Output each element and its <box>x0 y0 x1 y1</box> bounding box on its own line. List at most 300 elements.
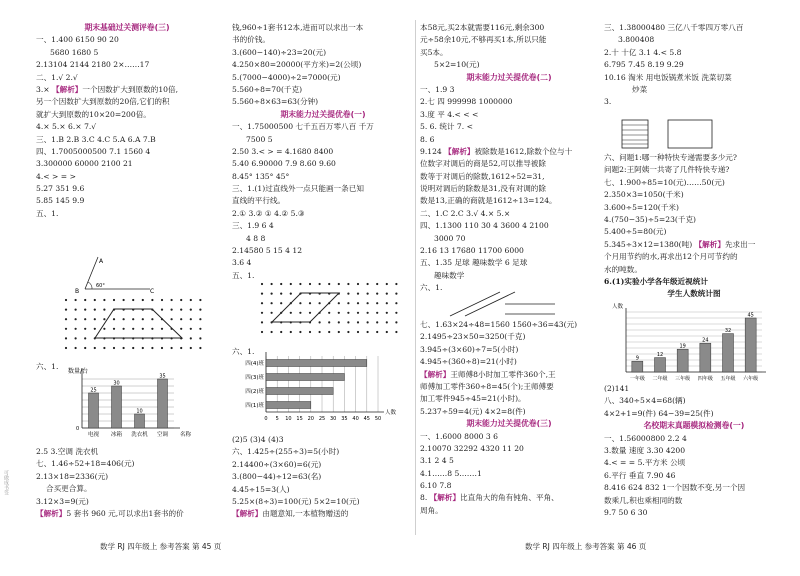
grid-dot <box>103 347 105 349</box>
x-tick-label: 50 <box>374 416 382 422</box>
answer-line: 3.300000 60000 2100 21 <box>36 159 133 169</box>
grid-dot <box>299 283 301 285</box>
grid-dot <box>151 299 153 301</box>
grid-dot <box>180 318 182 320</box>
grid-dot <box>84 318 86 320</box>
x-tick-label: 45 <box>363 416 370 422</box>
answer-line: 3.945÷(3×60)÷7=5(小时) <box>420 344 519 354</box>
column-2 <box>232 22 414 282</box>
grid-dot <box>376 293 378 295</box>
x-tick-label: 六年级 <box>743 376 759 382</box>
answer-line <box>604 239 784 251</box>
bar <box>266 360 367 367</box>
answer-line: (2)141 <box>604 384 630 393</box>
answer-line: 3.度 平 4.< < < <box>420 109 479 119</box>
answer-line: 10.16 淘米 用电饭锅煮米饭 洗菜切菜 <box>604 72 732 82</box>
answer-line: 一、1.75000500 七千五百万零八百 千万 <box>232 122 374 132</box>
grid-dot <box>376 312 378 314</box>
answer-line: 二、1.√ 2.√ <box>36 72 78 82</box>
grid-dot <box>280 331 282 333</box>
grid-dot <box>94 347 96 349</box>
answer-line: 8.416 624 832 1一个因数不变,另一个因 <box>604 483 746 493</box>
x-tick-label: 五年级 <box>720 376 736 382</box>
answer-line: 5.400÷5=80(元) <box>604 227 667 237</box>
grid-dot <box>151 318 153 320</box>
grid-dot <box>199 309 201 311</box>
grid-dot <box>338 302 340 304</box>
page-divider <box>415 20 416 535</box>
caption-text: 六、1. <box>36 362 59 371</box>
column-4-bottom <box>604 383 784 519</box>
grid-dot <box>347 302 349 304</box>
grid-dot <box>395 331 397 333</box>
grid-dot <box>103 309 105 311</box>
answer-line: 七、1.900÷85=10(元)……50(元) <box>604 177 725 187</box>
answer-line: 五、1. <box>232 270 255 280</box>
bar <box>266 388 333 395</box>
answer-line: 2.14580 5 15 4 12 <box>232 246 303 256</box>
column-1-bottom <box>36 446 218 520</box>
explanation-tag: 【解析】 <box>52 84 83 94</box>
bar <box>700 343 711 372</box>
grid-dot <box>190 347 192 349</box>
answer-line: 2.1495÷23×50=3250(千克) <box>420 332 526 342</box>
answer-text: 8. <box>420 493 430 503</box>
grid-dot <box>357 321 359 323</box>
grid-dot <box>190 328 192 330</box>
x-tick-label: 0 <box>264 416 268 422</box>
grid-dot <box>180 347 182 349</box>
grid-dot <box>75 328 77 330</box>
grid-dot <box>376 283 378 285</box>
grid-dot <box>132 347 134 349</box>
grid-dot <box>199 299 201 301</box>
grid-dot <box>75 347 77 349</box>
answer-line: 2.13104 2144 2180 2×……17 <box>36 60 150 70</box>
grid-dot <box>395 293 397 295</box>
answer-line: (2)5 (3)4 (4)3 <box>232 435 284 444</box>
edge-text: 可做成书签 <box>3 470 9 495</box>
y-tick-label: 四(2)班 <box>245 389 264 395</box>
grid-dot <box>328 283 330 285</box>
answer-line: 5.85 145 9.9 <box>36 196 85 206</box>
bar <box>745 318 756 372</box>
explanation-text: 比直角大的角有钝角、平角、 <box>460 493 559 503</box>
answer-line: 2.十 十亿 3.1 4.< 5.8 <box>604 47 682 57</box>
answer-line: 五、1.35 足球 趣味数学 6 足球 <box>420 258 528 268</box>
bar <box>632 361 643 372</box>
grid-dot <box>103 328 105 330</box>
answer-line <box>420 492 598 504</box>
grid-dot <box>171 299 173 301</box>
grid-dot <box>338 283 340 285</box>
x-axis-label: 人数 <box>385 410 397 416</box>
section-title: 期末基础过关测评卷(三) <box>84 23 170 32</box>
answer-line: 3.12×3=9(元) <box>36 496 89 506</box>
grid-dot <box>180 328 182 330</box>
grid-dot <box>367 321 369 323</box>
explanation-tag: 【解析】 <box>444 146 475 156</box>
answer-line: 5.560÷8×63=63(分钟) <box>232 97 319 107</box>
grid-dot <box>113 318 115 320</box>
grid-dot <box>309 331 311 333</box>
answer-line: 周角。 <box>420 505 443 515</box>
answer-line <box>420 369 598 381</box>
answer-line: 五、1. <box>36 208 59 218</box>
grid-dot <box>376 331 378 333</box>
data-label: 25 <box>90 387 97 394</box>
answer-line: 3.6 4 <box>232 258 252 268</box>
answer-line: 5. 6. 统计 7. < <box>420 122 473 132</box>
grid-dot <box>84 337 86 339</box>
grid-dot <box>271 283 273 285</box>
grid-dot <box>386 293 388 295</box>
grid-dot <box>190 318 192 320</box>
grid-dot <box>94 309 96 311</box>
grid-dot <box>290 312 292 314</box>
explanation-text: 被除数是1612,除数个位与十 <box>474 146 573 156</box>
answer-line: 另一个因数扩大到原数的20倍,它们的积 <box>36 97 170 107</box>
answer-line: 个月用节约的水,再求出12个月可节约的 <box>604 252 738 262</box>
grid-dot <box>161 347 163 349</box>
answer-line: 本58元,买2本就需要116元,剩余300 <box>420 23 545 32</box>
data-label: 9 <box>635 355 639 362</box>
grid-dot <box>367 283 369 285</box>
grid-dot <box>290 331 292 333</box>
explanation-tag: 【解析】 <box>694 239 725 249</box>
answer-line: 2.13×18=2336(元) <box>36 471 109 481</box>
answer-line: 三、1.38000480 三亿八千零四万零八百 <box>604 23 744 32</box>
explanation-text: 由题意知,一本植物赠送的 <box>262 509 349 519</box>
grid-dot <box>199 337 201 339</box>
bar <box>158 379 168 428</box>
bar <box>266 402 311 409</box>
grid-dot <box>328 331 330 333</box>
answer-line <box>420 146 598 158</box>
grid-dot <box>395 312 397 314</box>
answer-line: 3.1 2 4 5 <box>420 456 454 466</box>
grid-dot <box>261 293 263 295</box>
trapezoid-shape <box>95 309 182 338</box>
grid-dot <box>290 283 292 285</box>
grid-dot <box>180 299 182 301</box>
grid-dot <box>65 318 67 320</box>
chart-title: 学生人数统计图 <box>667 289 721 299</box>
x-tick-label: 10 <box>285 416 292 422</box>
grid-dot <box>142 347 144 349</box>
answer-line: 二、1.C 2.C 3.√ 4.× 5.× <box>420 208 511 218</box>
grid-dot <box>280 283 282 285</box>
grid-dot <box>151 347 153 349</box>
grid-dot <box>338 312 340 314</box>
grid-dot <box>161 328 163 330</box>
grid-dot <box>357 302 359 304</box>
answer-line: 一、1.9 3 <box>420 84 455 94</box>
grid-dot <box>309 312 311 314</box>
answer-line: 2.350×3=1050(千米) <box>604 190 684 200</box>
answer-line: 4 8 8 <box>246 233 266 243</box>
grid-dot <box>75 337 77 339</box>
answer-line: 八、340÷5×4=68(辆) <box>604 396 686 406</box>
answer-line: 6.795 7.45 8.19 9.29 <box>604 60 684 70</box>
grid-dot <box>190 299 192 301</box>
answer-line: 8. 6 <box>420 134 435 144</box>
grid-dot <box>65 299 67 301</box>
data-label: 45 <box>747 312 754 319</box>
answer-text: 3.× <box>36 84 53 94</box>
grid-dot <box>75 299 77 301</box>
grid-dot <box>271 293 273 295</box>
grid-dot <box>319 331 321 333</box>
chart-title: 数量/台 <box>68 368 89 375</box>
explanation-text: 一个因数扩大到原数的10倍, <box>82 84 179 94</box>
dot-grid-trapezoid <box>62 296 212 354</box>
grid-dot <box>123 299 125 301</box>
grid-dot <box>132 318 134 320</box>
svg-text:60°: 60° <box>96 283 105 289</box>
x-axis-label: 名称 <box>180 432 192 438</box>
x-tick-label: 15 <box>296 416 303 422</box>
column-3 <box>420 22 598 295</box>
x-tick-label: 三年级 <box>675 376 691 382</box>
data-label: 12 <box>656 352 664 359</box>
grid-dot <box>75 318 77 320</box>
x-tick-label: 35 <box>341 416 348 422</box>
answer-line: 2.14400÷(3×60)=6(元) <box>232 459 322 469</box>
grid-dot <box>103 318 105 320</box>
column-1 <box>36 22 218 220</box>
answer-line: 3000 70 <box>434 233 466 243</box>
grid-dot <box>367 293 369 295</box>
y-tick-label: 四(4)班 <box>245 361 264 367</box>
grid-dot <box>319 321 321 323</box>
answer-line: 师傅加工零件360÷8=45(个);王师傅要 <box>420 381 554 391</box>
data-label: 32 <box>724 328 732 335</box>
answer-line: 6.(1)实验小学各年级近视统计 <box>604 276 708 286</box>
grid-dot <box>199 318 201 320</box>
answer-line: 位数字对调后的商是52,可以推导被除 <box>420 159 546 169</box>
answer-line: 7500 5 <box>246 134 273 144</box>
grid-dot <box>290 293 292 295</box>
grid-dot <box>84 347 86 349</box>
answer-line: 4.945÷(360÷8)=21(小时) <box>420 357 517 367</box>
answer-line: 5.560÷8=70(千克) <box>232 84 303 94</box>
grid-dot <box>123 347 125 349</box>
bar <box>135 414 145 428</box>
x-tick-label: 四年级 <box>697 376 713 382</box>
column-4 <box>604 22 784 109</box>
answer-line: 6.10 7.8 <box>420 481 452 491</box>
y-tick-label: 四(1)班 <box>245 403 264 409</box>
y-axis-label: 人数 <box>612 304 624 310</box>
data-label: 10 <box>136 408 143 415</box>
answer-line: 四、1.1300 110 30 4 3600 4 2100 <box>420 221 549 231</box>
bar <box>266 374 344 381</box>
grid-dot <box>357 283 359 285</box>
grid-dot <box>132 299 134 301</box>
answer-line: 4.1……8 5.……1 <box>420 468 482 478</box>
grid-dot <box>261 283 263 285</box>
answer-line: 水的吨数。 <box>604 264 642 274</box>
answer-line: 七、1.63×24÷48=1560 1560÷36=43(元) <box>420 320 578 329</box>
grid-dot <box>84 299 86 301</box>
answer-line: 钱,960÷1套书12本,进而可以求出一本 <box>232 23 364 32</box>
grid-dot <box>142 299 144 301</box>
grid-dot <box>123 328 125 330</box>
answer-line: 趣味数学 <box>434 270 465 280</box>
grid-dot <box>280 302 282 304</box>
answer-line: 2.七 四 999998 1000000 <box>420 97 513 107</box>
answer-line: 6.平行 垂直 7.90 46 <box>604 470 676 480</box>
answer-line: 一、1.400 6150 90 20 <box>36 35 119 45</box>
svg-text:C: C <box>150 288 155 295</box>
x-tick-label: 一年级 <box>629 376 645 382</box>
grid-dot <box>199 328 201 330</box>
answer-line: 说明对调后的除数是31,没有对调的除 <box>420 184 546 194</box>
x-tick-label: 二年级 <box>652 376 668 382</box>
grid-dot <box>338 321 340 323</box>
area-shapes-figure <box>620 118 720 152</box>
grid-dot <box>84 328 86 330</box>
answer-line: 就扩大到原数的10×20=200倍。 <box>36 109 151 119</box>
grid-dot <box>171 347 173 349</box>
x-tick-label: 30 <box>330 416 337 422</box>
data-label: 24 <box>702 337 709 344</box>
answer-line <box>232 508 414 520</box>
answer-line: 3.(600−140)÷23=20(元) <box>232 47 327 57</box>
answer-line: 4.45÷15=3(人) <box>232 484 290 494</box>
grid-dot <box>299 302 301 304</box>
svg-text:A: A <box>99 258 104 265</box>
grid-dot <box>338 331 340 333</box>
grid-dot <box>347 321 349 323</box>
right-footer: 数学 RJ 四年级上 参考答案 第 46 页 <box>525 542 647 551</box>
answer-line: 一、1.6000 8000 3 6 <box>420 431 498 441</box>
answer-line: 问题2:王阿姨一共寄了几件特快专递? <box>604 165 730 175</box>
answer-line: 9.7 50 6 30 <box>604 507 648 517</box>
grid-dot <box>161 309 163 311</box>
caption-text: 六、1. <box>232 347 255 356</box>
answer-line: 六、1.425÷(255÷3)=5(小时) <box>232 447 340 457</box>
answer-line: 5.25×(8÷3)=100(元) 5×2=10(元) <box>232 496 360 506</box>
grid-dot <box>280 293 282 295</box>
y-tick-label: 四(3)班 <box>245 375 264 381</box>
grid-dot <box>386 312 388 314</box>
grid-dot <box>367 312 369 314</box>
bar <box>723 334 734 372</box>
explanation-text: 5 套书 960 元,可以求出1套书的价 <box>66 508 184 518</box>
grid-dot <box>309 302 311 304</box>
answer-line: 5.(7000−4000)÷2=7000(元) <box>232 72 341 82</box>
answer-line: 元÷58余10元,不够再买1本,所以只能 <box>420 35 547 45</box>
x-tick-label: 空调 <box>156 432 169 438</box>
answer-line: 3.数量 速度 3.30 4200 <box>604 445 686 455</box>
x-tick-label: 电视 <box>87 432 100 438</box>
grid-dot <box>261 312 263 314</box>
grid-dot <box>309 283 311 285</box>
grid-dot <box>261 302 263 304</box>
grid-dot <box>367 331 369 333</box>
section-title: 期末能力过关提优卷(二) <box>466 72 552 82</box>
answer-line: 5.237÷59=4(元) 4×2=8(件) <box>420 406 526 416</box>
grid-dot <box>65 337 67 339</box>
column-4-mid <box>604 152 784 301</box>
bar <box>89 393 99 428</box>
grid-dot <box>347 283 349 285</box>
answer-line: 3. <box>604 97 612 107</box>
grid-dot <box>171 309 173 311</box>
answer-line: 炒菜 <box>632 84 648 94</box>
answer-line: 2.50 3.< > = 4.1680 8400 <box>232 146 334 156</box>
grid-dot <box>376 302 378 304</box>
data-label: 35 <box>159 373 166 380</box>
parallel-lines-figure <box>445 288 565 320</box>
answer-line: 5.27 351 9.6 <box>36 184 85 194</box>
section-title: 期末能力过关提优卷(三) <box>466 419 552 429</box>
grid-dot <box>395 302 397 304</box>
explanation-tag: 【解析】 <box>429 493 461 503</box>
answer-line: 数等于对调后的除数,1612÷52=31, <box>420 171 545 181</box>
answer-line: 4.(750−35)÷5=23(千克) <box>604 214 697 224</box>
answer-line: 2.16 13 17680 11700 6000 <box>420 246 524 256</box>
grid-dot <box>94 328 96 330</box>
grid-dot <box>357 331 359 333</box>
left-footer: 数学 RJ 四年级上 参考答案 第 45 页 <box>100 542 222 551</box>
bar <box>655 358 666 372</box>
grid-dot <box>113 347 115 349</box>
answer-line: 8.45° 135° 45° <box>232 171 290 181</box>
answer-text: 9.124 <box>420 146 445 156</box>
grid-dot <box>65 347 67 349</box>
answer-line: 5680 1680 5 <box>50 47 99 57</box>
grid-dot <box>271 302 273 304</box>
grid-dot <box>376 321 378 323</box>
grid-dot <box>328 312 330 314</box>
svg-text:B: B <box>75 288 80 295</box>
answer-line: 三、1.9 6 4 <box>232 221 274 231</box>
answer-line: 3.800408 <box>618 35 655 45</box>
grid-dot <box>319 302 321 304</box>
explanation-text: 王师傅8小时加工零件360个,王 <box>450 369 556 379</box>
grid-dot <box>261 331 263 333</box>
grid-dot <box>367 302 369 304</box>
answer-line: 2.① 3.② ① 4.② 5.③ <box>232 208 305 218</box>
grid-dot <box>347 331 349 333</box>
x-tick-label: 20 <box>307 416 314 422</box>
grid-dot <box>357 312 359 314</box>
answer-line: 合买更合算。 <box>46 484 92 494</box>
grid-dot <box>347 312 349 314</box>
angle-figure <box>70 255 160 295</box>
grid-dot <box>261 321 263 323</box>
answer-line: 加工零件945÷45=21(小时)。 <box>420 394 526 404</box>
answer-line: 六、1. <box>420 283 443 293</box>
answer-line: 3.(800−44)÷12=63(名) <box>232 472 322 482</box>
answer-line: 2.5 3.空调 洗衣机 <box>36 447 99 456</box>
answer-line: 直线的平行线。 <box>232 196 286 206</box>
answer-line: 数是13,正确的商就是1612÷13=124。 <box>420 196 557 206</box>
bar <box>677 349 688 372</box>
answer-line: 四、1.7005000500 7.1 1560 4 <box>36 146 151 156</box>
grid-dot <box>271 312 273 314</box>
class-hbar-chart <box>240 350 415 432</box>
answer-text: 5.345÷3×12=1380(吨) <box>604 239 695 249</box>
grid-dot <box>271 331 273 333</box>
x-tick-label: 25 <box>318 416 326 422</box>
column-2-bottom <box>232 434 414 521</box>
chart1-caption <box>36 361 58 373</box>
sales-bar-chart <box>64 366 194 446</box>
